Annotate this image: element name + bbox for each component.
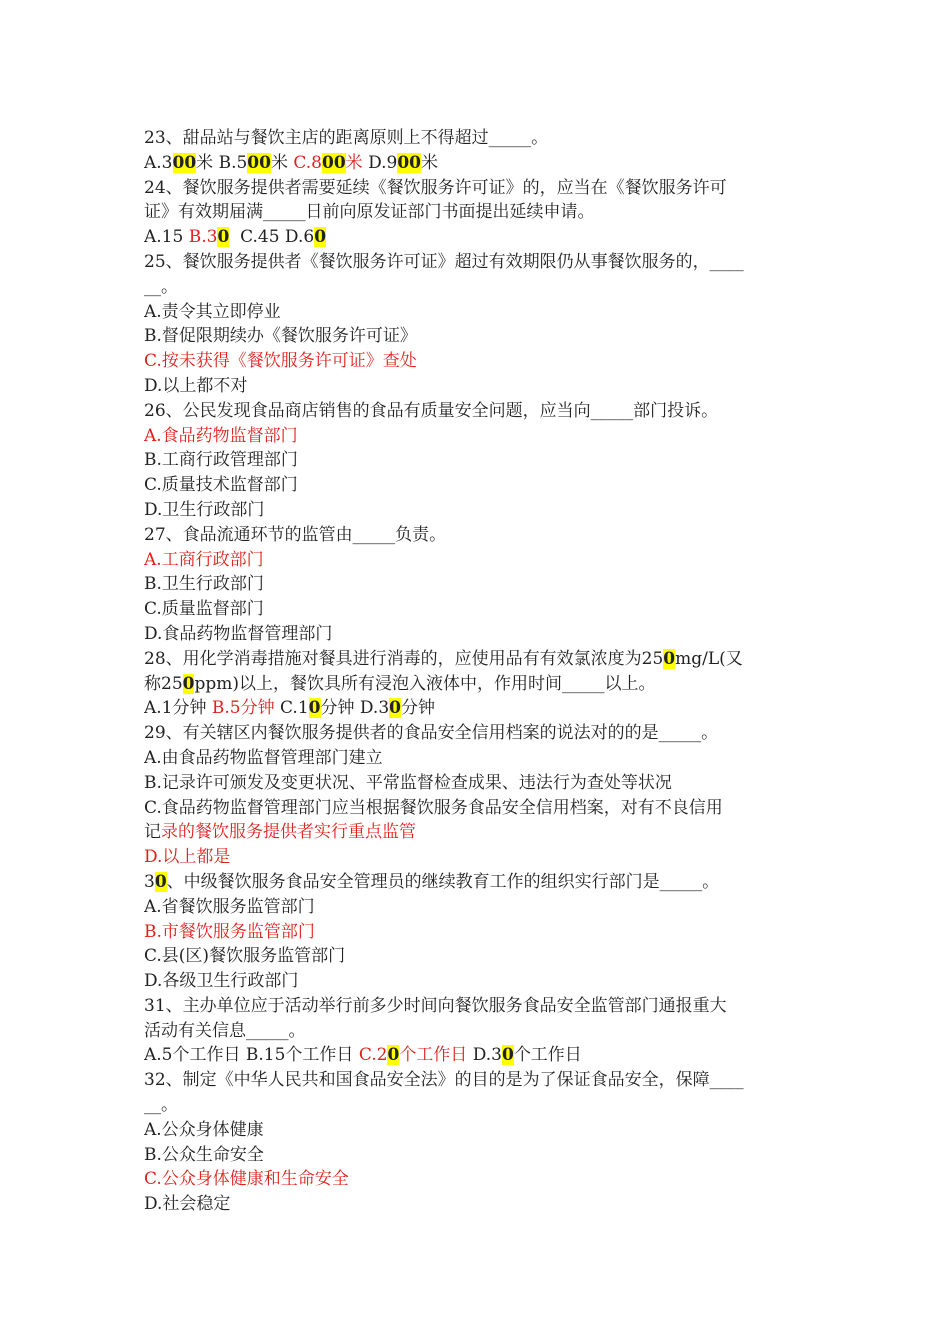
text-segment: A.1分钟 bbox=[144, 698, 212, 719]
text-segment: C.县(区)餐饮服务监管部门 bbox=[144, 946, 346, 967]
answer-text: C.2 bbox=[358, 1045, 388, 1066]
highlighted-text: 0 bbox=[501, 1045, 514, 1066]
text-line bbox=[144, 200, 812, 225]
text-segment: A.公众身体健康 bbox=[144, 1119, 264, 1140]
text-line bbox=[144, 969, 812, 994]
text-segment: 24、餐饮服务提供者需要延续《餐饮服务许可证》的，应当在《餐饮服务许可 bbox=[144, 177, 727, 198]
answer-text: A.食品药物监督部门 bbox=[144, 425, 298, 446]
text-segment: 称25 bbox=[144, 673, 183, 694]
text-segment: D.9 bbox=[362, 152, 398, 173]
text-line bbox=[144, 820, 812, 845]
text-line bbox=[144, 597, 812, 622]
text-segment: 27、食品流通环节的监管由_____负责。 bbox=[144, 524, 447, 545]
text-segment: D.3 bbox=[467, 1045, 502, 1066]
text-segment: C.质量技术监督部门 bbox=[144, 475, 298, 496]
text-segment: A.15 bbox=[144, 227, 189, 248]
text-line bbox=[144, 399, 812, 424]
text-segment: 25、餐饮服务提供者《餐饮服务许可证》超过有效期限仍从事餐饮服务的，____ bbox=[144, 251, 744, 272]
text-segment: 3 bbox=[144, 871, 155, 892]
text-segment: D.社会稳定 bbox=[144, 1194, 231, 1215]
text-segment: B.卫生行政部门 bbox=[144, 574, 264, 595]
highlighted-text: 00 bbox=[322, 152, 346, 173]
text-line bbox=[144, 300, 812, 325]
answer-text: 个工作日 bbox=[399, 1045, 468, 1066]
text-segment: 28、用化学消毒措施对餐具进行消毒的，应使用品有有效氯浓度为25 bbox=[144, 648, 664, 669]
text-line bbox=[144, 647, 812, 672]
text-segment: 31、主办单位应于活动举行前多少时间向餐饮服务食品安全监管部门通报重大 bbox=[144, 995, 727, 1016]
text-segment: 32、制定《中华人民共和国食品安全法》的目的是为了保证食品安全，保障____ bbox=[144, 1070, 744, 1091]
answer-text: 米 bbox=[345, 152, 363, 173]
text-segment: 23、甜品站与餐饮主店的距离原则上不得超过_____。 bbox=[144, 128, 549, 148]
text-segment: A.责令其立即停业 bbox=[144, 301, 281, 322]
answer-text: C.8 bbox=[293, 152, 322, 173]
text-segment: 分钟 bbox=[401, 698, 435, 719]
text-segment: C.质量监督部门 bbox=[144, 599, 264, 620]
text-line bbox=[144, 448, 812, 473]
text-line bbox=[144, 374, 812, 399]
highlighted-text: 0 bbox=[182, 673, 195, 694]
text-line bbox=[144, 250, 812, 275]
text-segment: 、中级餐饮服务食品安全管理员的继续教育工作的组织实行部门是_____。 bbox=[166, 871, 720, 892]
text-segment: C.45 D.6 bbox=[229, 227, 315, 248]
text-segment: A.3 bbox=[144, 152, 173, 173]
highlighted-text: 00 bbox=[172, 152, 197, 173]
text-line bbox=[144, 275, 812, 300]
text-segment: 记 bbox=[144, 822, 161, 843]
text-line bbox=[144, 1118, 812, 1143]
text-segment: B.记录许可颁发及变更状况、平常监督检查成果、违法行为查处等状况 bbox=[144, 772, 672, 793]
text-line bbox=[144, 1043, 812, 1068]
text-line bbox=[144, 225, 812, 250]
text-line bbox=[144, 622, 812, 647]
highlighted-text: 0 bbox=[308, 698, 321, 719]
text-line bbox=[144, 424, 812, 449]
text-line bbox=[144, 944, 812, 969]
text-segment: 米 bbox=[421, 152, 438, 173]
text-segment: D.以上都不对 bbox=[144, 375, 248, 396]
highlighted-text: 0 bbox=[314, 227, 327, 248]
highlighted-text: 0 bbox=[217, 227, 230, 248]
text-line bbox=[144, 721, 812, 746]
text-segment: mg/L(又 bbox=[675, 648, 743, 669]
text-segment: 米 bbox=[270, 152, 294, 173]
text-line bbox=[144, 796, 812, 821]
text-segment: A.由食品药物监督管理部门建立 bbox=[144, 747, 383, 768]
text-segment: B.工商行政管理部门 bbox=[144, 450, 298, 471]
highlighted-text: 0 bbox=[663, 648, 676, 669]
highlighted-text: 0 bbox=[154, 871, 167, 892]
text-line bbox=[144, 994, 812, 1019]
highlighted-text: 0 bbox=[389, 698, 401, 719]
text-line bbox=[144, 498, 812, 523]
text-segment: __。 bbox=[144, 1095, 178, 1116]
text-segment: C.1 bbox=[274, 698, 309, 719]
text-segment: C.食品药物监督管理部门应当根据餐饮服务食品安全信用档案，对有不良信用 bbox=[144, 797, 723, 818]
answer-text: B.市餐饮服务监管部门 bbox=[144, 921, 315, 942]
text-line bbox=[144, 349, 812, 374]
text-line bbox=[144, 548, 812, 573]
answer-text: C.公众身体健康和生命安全 bbox=[144, 1169, 349, 1190]
text-segment: D.各级卫生行政部门 bbox=[144, 971, 299, 992]
text-line bbox=[144, 324, 812, 349]
text-line bbox=[144, 870, 812, 895]
text-line bbox=[144, 523, 812, 548]
text-segment: B.公众生命安全 bbox=[144, 1144, 264, 1165]
text-line bbox=[144, 746, 812, 771]
highlighted-text: 00 bbox=[247, 152, 271, 173]
highlighted-text: 00 bbox=[397, 152, 421, 173]
text-line bbox=[144, 1068, 812, 1093]
text-line bbox=[144, 473, 812, 498]
text-line bbox=[144, 845, 812, 870]
text-segment: B.督促限期续办《餐饮服务许可证》 bbox=[144, 326, 417, 347]
text-line bbox=[144, 1167, 812, 1192]
text-line bbox=[144, 1143, 812, 1168]
answer-text: A.工商行政部门 bbox=[144, 549, 264, 570]
text-line bbox=[144, 176, 812, 201]
answer-text: 录的餐饮服务提供者实行重点监管 bbox=[161, 822, 416, 843]
highlighted-text: 0 bbox=[387, 1045, 400, 1066]
text-segment: A.省餐饮服务监管部门 bbox=[144, 896, 315, 917]
text-segment: 证》有效期届满_____日前向原发证部门书面提出延续申请。 bbox=[144, 202, 595, 223]
text-line bbox=[144, 920, 812, 945]
text-line bbox=[144, 1192, 812, 1217]
text-segment: 米 B.5 bbox=[196, 152, 248, 173]
text-line bbox=[144, 1019, 812, 1044]
answer-text: B.5分钟 bbox=[211, 698, 275, 719]
text-segment: D.卫生行政部门 bbox=[144, 499, 265, 520]
text-segment: 26、公民发现食品商店销售的食品有质量安全问题，应当向_____部门投诉。 bbox=[144, 400, 719, 421]
text-line bbox=[144, 572, 812, 597]
answer-text: B.3 bbox=[188, 227, 218, 248]
text-segment: 个工作日 bbox=[513, 1045, 582, 1066]
text-segment: D.食品药物监督管理部门 bbox=[144, 623, 333, 644]
text-segment: __。 bbox=[144, 276, 178, 297]
text-line bbox=[144, 151, 812, 176]
answer-text: C.按未获得《餐饮服务许可证》查处 bbox=[144, 351, 417, 372]
text-segment: 活动有关信息_____。 bbox=[144, 1020, 306, 1041]
text-segment: ppm)以上，餐饮具所有浸泡入液体中，作用时间_____以上。 bbox=[194, 673, 656, 694]
text-segment: A.5个工作日 B.15个工作日 bbox=[144, 1045, 359, 1066]
answer-text: D.以上都是 bbox=[144, 847, 231, 868]
text-line bbox=[144, 672, 812, 697]
text-segment: 29、有关辖区内餐饮服务提供者的食品安全信用档案的说法对的的是_____。 bbox=[144, 723, 719, 744]
text-line bbox=[144, 771, 812, 796]
quiz-text-body bbox=[144, 126, 812, 1217]
text-line bbox=[144, 895, 812, 920]
text-segment: 分钟 D.3 bbox=[320, 698, 390, 719]
text-line bbox=[144, 696, 812, 721]
text-line bbox=[144, 126, 812, 151]
text-line bbox=[144, 1093, 812, 1118]
